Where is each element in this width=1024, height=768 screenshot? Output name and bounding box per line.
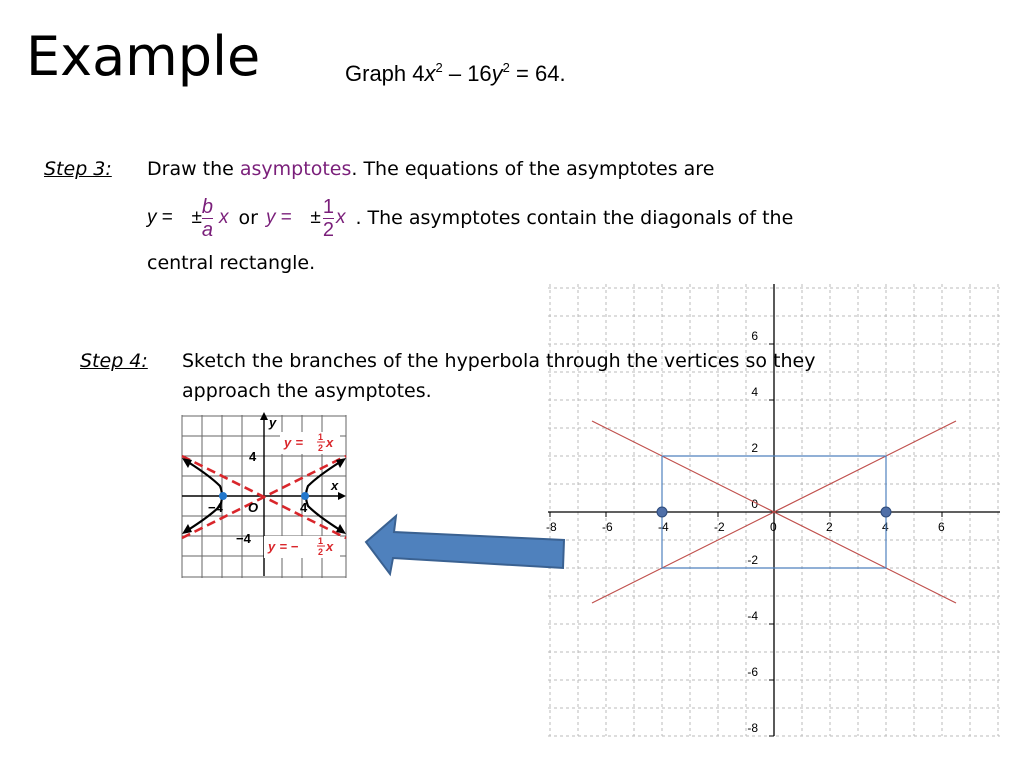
step4-line1: Sketch the branches of the hyperbola through the vertices so they bbox=[182, 350, 816, 372]
frac-a: a bbox=[201, 218, 213, 241]
arrow-shape bbox=[366, 516, 564, 574]
asym-bot-var: x bbox=[326, 539, 334, 554]
asym-bot-num: 1 bbox=[318, 536, 324, 546]
left-arrow-icon bbox=[362, 512, 568, 576]
step4-label: Step 4: bbox=[80, 350, 148, 372]
asym-top-num: 1 bbox=[318, 432, 324, 442]
step4-line2: approach the asymptotes. bbox=[182, 380, 432, 402]
asym-bot-eq: = − bbox=[276, 539, 299, 554]
x-tick-label: -6 bbox=[602, 520, 613, 534]
frac-b: b bbox=[201, 195, 213, 218]
eq2-x: x bbox=[335, 207, 346, 228]
sketch-xtick-neg4: −4 bbox=[208, 500, 223, 515]
sketch-ytick-neg4: −4 bbox=[236, 531, 251, 546]
x-tick-label: 6 bbox=[938, 520, 945, 534]
x-tick-label: 4 bbox=[882, 520, 889, 534]
vertex-point bbox=[657, 507, 667, 517]
prompt-exp2: 2 bbox=[502, 60, 510, 75]
step3-text-b: . The equations of the asymptotes are bbox=[351, 158, 715, 180]
asymptotes-term: asymptotes bbox=[239, 158, 352, 180]
eq2-pm: ± bbox=[310, 207, 321, 228]
step3-line2 bbox=[147, 193, 793, 243]
slide-title: Example bbox=[26, 25, 261, 88]
x-tick-label: -8 bbox=[546, 520, 557, 534]
prompt-y: y bbox=[491, 61, 503, 86]
eq2-equals: = bbox=[275, 207, 303, 228]
x-tick-label: -2 bbox=[714, 520, 725, 534]
step3-line1 bbox=[147, 158, 714, 180]
y-tick-label: 0 bbox=[751, 497, 758, 511]
eq1-y: y bbox=[147, 207, 157, 228]
step3-label: Step 3: bbox=[44, 158, 112, 180]
prompt-exp1: 2 bbox=[435, 60, 443, 75]
x-tick-label: 0 bbox=[770, 520, 777, 534]
y-tick-label: 6 bbox=[751, 329, 758, 343]
sketch-origin: O bbox=[248, 500, 259, 515]
or-word: or bbox=[238, 207, 258, 229]
asym-top-lhs: y bbox=[284, 435, 292, 450]
prompt-x: x bbox=[424, 61, 436, 86]
y-tick-label: 4 bbox=[751, 385, 758, 399]
asym-top-den: 2 bbox=[318, 443, 324, 453]
step3-line2-rest: . The asymptotes contain the diagonals of the bbox=[355, 207, 794, 229]
asym-bot-den: 2 bbox=[318, 547, 324, 557]
sketch-xtick-4: 4 bbox=[300, 500, 308, 515]
asym-top-eq: = bbox=[292, 435, 307, 450]
y-tick-label: -8 bbox=[747, 721, 758, 735]
asym-bot-lhs: y bbox=[268, 539, 276, 554]
fraction-1-over-2 bbox=[323, 197, 334, 240]
y-tick-label: -6 bbox=[747, 665, 758, 679]
y-tick-label: -4 bbox=[747, 609, 758, 623]
sketch-ytick-4: 4 bbox=[249, 449, 257, 464]
step3-line3: central rectangle. bbox=[147, 252, 316, 274]
fraction-b-over-a bbox=[202, 197, 213, 240]
step3-text-a: Draw the bbox=[147, 158, 240, 180]
x-tick-label: 2 bbox=[826, 520, 833, 534]
sketch-x-label: x bbox=[331, 478, 339, 493]
y-tick-label: 2 bbox=[751, 441, 758, 455]
eq1-pm: ± bbox=[191, 207, 202, 228]
eq1-equals: = bbox=[156, 207, 184, 228]
prompt-text: Graph 4 bbox=[345, 61, 425, 86]
frac-2: 2 bbox=[322, 218, 334, 241]
vertex-point bbox=[301, 492, 309, 500]
y-tick-label: -2 bbox=[747, 553, 758, 567]
x-tick-label: -4 bbox=[658, 520, 669, 534]
vertex-point bbox=[881, 507, 891, 517]
frac-1: 1 bbox=[322, 195, 334, 218]
eq1-x: x bbox=[219, 207, 229, 228]
vertex-point bbox=[219, 492, 227, 500]
hyperbola-sketch bbox=[180, 410, 348, 580]
prompt-tail: = 64. bbox=[509, 61, 566, 86]
eq2-y: y bbox=[265, 207, 276, 228]
prompt-minus: – 16 bbox=[442, 61, 492, 86]
problem-prompt bbox=[345, 60, 566, 87]
asym-top-var: x bbox=[326, 435, 334, 450]
sketch-y-label: y bbox=[269, 415, 277, 430]
